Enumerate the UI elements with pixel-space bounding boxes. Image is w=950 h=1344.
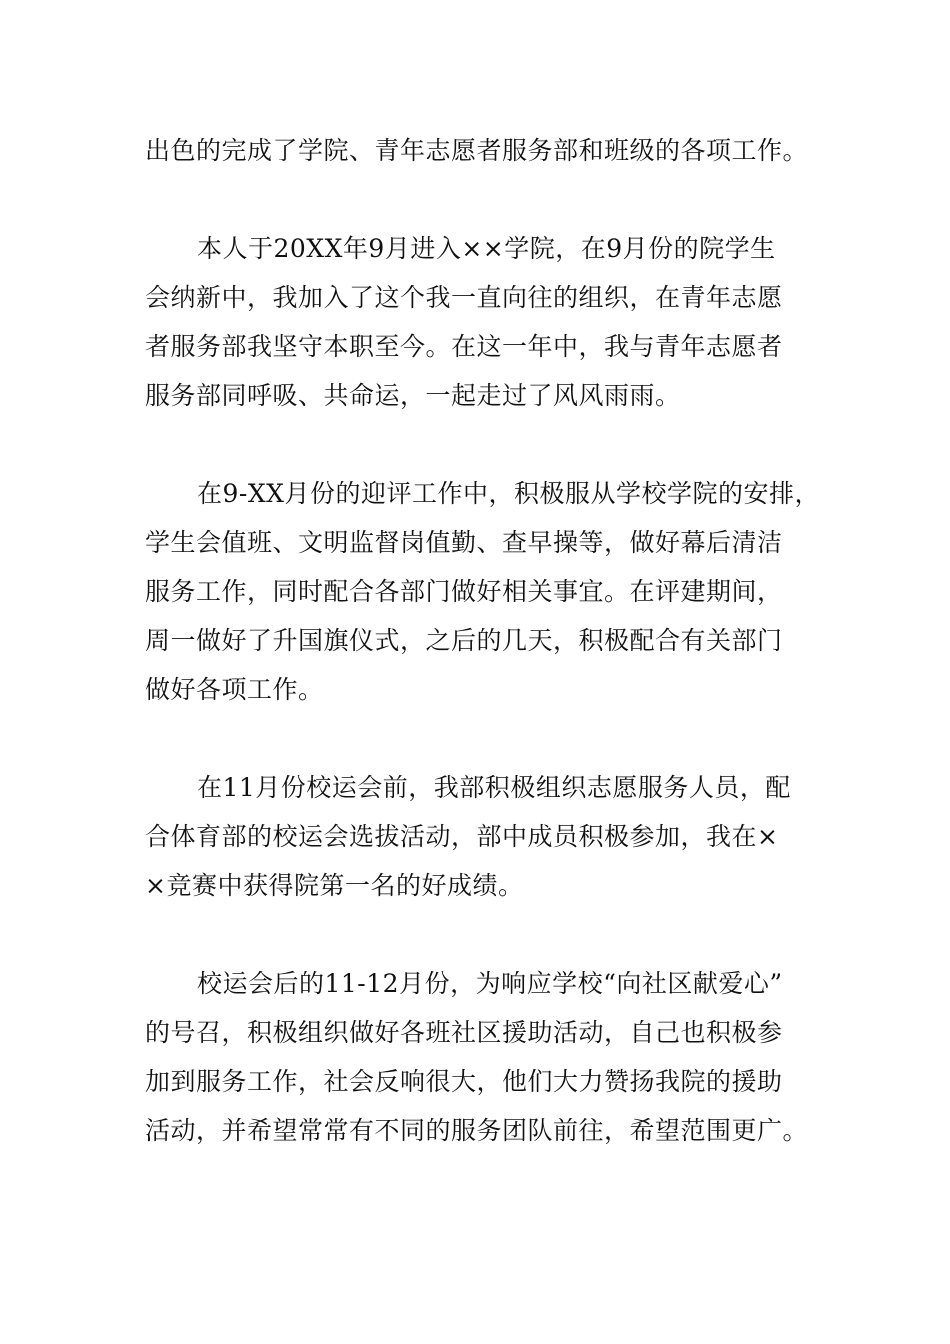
text-line: 本人于20XX年9月进入××学院，在9月份的院学生 [197, 234, 776, 263]
text-line: 者服务部我坚守本职至今。在这一年中，我与青年志愿者 [145, 332, 783, 361]
paragraph-4 [145, 763, 815, 910]
paragraph-gap [145, 714, 815, 763]
text-line: 服务工作，同时配合各部门做好相关事宜。在评建期间， [145, 577, 783, 606]
text-line: 活动，并希望常常有不同的服务团队前往，希望范围更广。 [145, 1116, 809, 1145]
text-line: 校运会后的11-12月份，为响应学校“向社区献爱心” [197, 969, 783, 998]
text-line: 周一做好了升国旗仪式，之后的几天，积极配合有关部门 [145, 626, 783, 655]
document-body [145, 126, 820, 1155]
text-line: ×竞赛中获得院第一名的好成绩。 [145, 871, 524, 900]
paragraph-3 [145, 469, 820, 714]
text-line: 做好各项工作。 [145, 675, 324, 704]
text-line: 合体育部的校运会选拔活动，部中成员积极参加，我在× [145, 822, 779, 851]
text-line: 会纳新中，我加入了这个我一直向往的组织，在青年志愿 [145, 283, 783, 312]
text-line: 出色的完成了学院、青年志愿者服务部和班级的各项工作。 [145, 136, 809, 165]
paragraph-5 [145, 959, 815, 1155]
text-line: 在9-XX月份的迎评工作中，积极服从学校学院的安排， [197, 479, 820, 508]
paragraph-gap [145, 910, 815, 959]
paragraph-2 [145, 224, 815, 420]
text-line: 服务部同呼吸、共命运，一起走过了风风雨雨。 [145, 381, 681, 410]
paragraph-gap [145, 175, 815, 224]
text-line: 的号召，积极组织做好各班社区援助活动，自己也积极参 [145, 1018, 783, 1047]
text-line: 学生会值班、文明监督岗值勤、查早操等，做好幕后清洁 [145, 528, 783, 557]
paragraph-1 [145, 126, 815, 175]
paragraph-gap [145, 420, 815, 469]
text-line: 加到服务工作，社会反响很大，他们大力赞扬我院的援助 [145, 1067, 783, 1096]
text-line: 在11月份校运会前，我部积极组织志愿服务人员，配 [197, 773, 791, 802]
